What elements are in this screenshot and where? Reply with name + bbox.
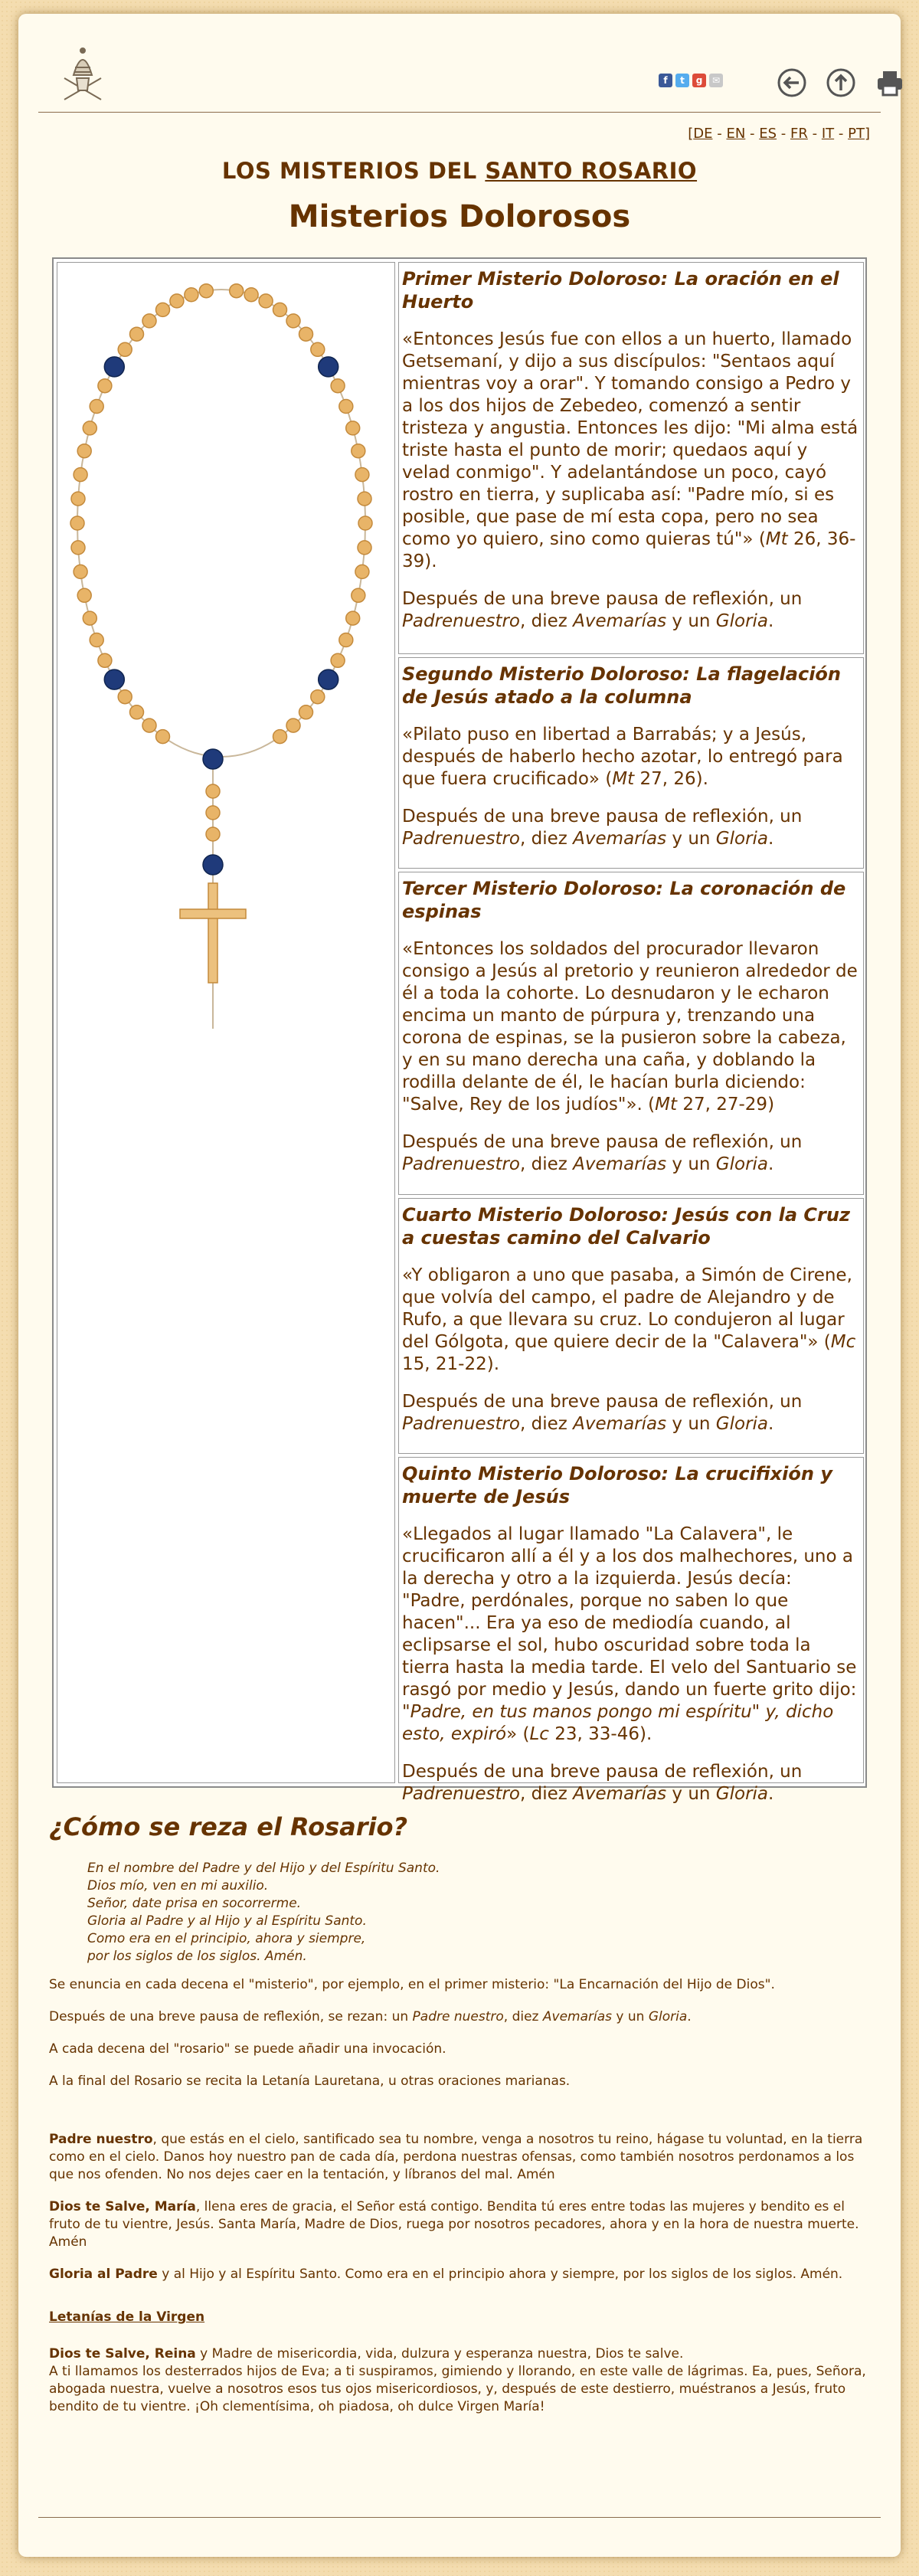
padre-nuestro-prayer: Padre nuestro, que estás en el cielo, santificado sea tu nombre, venga a nosotros tu reino, hágase tu voluntad, en la tierra como en el cielo. Danos hoy nuestro pan de cada día, perdona nuestras ofensas, como también nosotros perdonamos a los que nos ofenden. No nos dejes caer en la tentación, y líbranos del mal. Amén xyxy=(49,2132,863,2182)
lang-en[interactable]: EN xyxy=(726,126,746,142)
rosary-bead xyxy=(98,379,112,393)
lang-fr[interactable]: FR xyxy=(790,126,808,142)
print-icon[interactable] xyxy=(875,67,905,98)
rosary-bead xyxy=(331,379,345,393)
rosary-bead xyxy=(355,565,369,578)
rosary-bead xyxy=(230,284,244,298)
rosary-bead xyxy=(339,400,353,414)
letanias-link-wrap xyxy=(49,2309,868,2326)
rosary-bead xyxy=(156,303,170,316)
rosary-bead xyxy=(206,784,220,798)
rosary-bead xyxy=(98,653,112,667)
rosary-large-bead xyxy=(203,855,223,875)
lang-es[interactable]: ES xyxy=(759,126,777,142)
rosary-bead xyxy=(90,400,103,414)
twitter-icon[interactable]: t xyxy=(675,74,689,87)
rosary-image xyxy=(57,263,394,1029)
rosary-bead xyxy=(130,327,144,341)
rosary-bead xyxy=(311,690,325,704)
ave-maria-prayer: Dios te Salve, María, llena eres de gracia, el Señor está contigo. Bendita tú eres entre todas las mujeres y bendito es el fruto de tu vientre, Jesús. Santa María, Madre de Dios, ruega por nosotros pecadores, ahora y en la hora de nuestra muerte. Amén xyxy=(49,2199,859,2250)
rosary-bead xyxy=(77,444,91,458)
instruction-paragraph: Se enuncia en cada decena el "misterio", por ejemplo, en el primer misterio: "La Encarnación del Hijo de Dios". xyxy=(49,1977,775,1992)
rosary-bead xyxy=(71,541,85,555)
prayer-line: Señor, date prisa en socorrerme. xyxy=(87,1896,302,1911)
rosary-bead xyxy=(156,730,170,744)
mystery-quote: «Llegados al lugar llamado "La Calavera", le crucificaron allí a él y a los dos malhechores, uno a la derecha y otro a la izquierda. Jesús decía: "Padre, perdónales, porque no saben lo que hacen"... Era ya eso de mediodía cuando, al eclipsarse el sol, hubo oscuridad sobre toda la tierra hasta la media tarde. El velo del Santuario se rasgó por medio y Jesús, dando un fuerte grito dijo: "Padre, en tus manos pongo mi espíritu" y, dicho esto, expiró» (Lc 23, 33-46). xyxy=(402,1524,857,1744)
rosary-image-cell xyxy=(57,262,395,1783)
mystery-quote: «Y obligaron a uno que pasaba, a Simón de Cirene, que volvía del campo, el padre de Alejandro y de Rufo, a que llevara su cruz. Lo condujeron al lugar del Gólgota, que quiere decir de la "Calavera"» (Mc 15, 21-22). xyxy=(402,1265,856,1374)
up-icon[interactable] xyxy=(826,67,856,98)
subtitle-prefix: LOS MISTERIOS DEL xyxy=(221,158,486,184)
prayer-line: por los siglos de los siglos. Amén. xyxy=(87,1949,307,1964)
rosary-large-bead xyxy=(203,749,223,769)
lang-pt[interactable]: PT xyxy=(848,126,865,142)
rosary-cross xyxy=(208,883,217,983)
papal-coat-of-arms-logo[interactable] xyxy=(54,44,112,103)
rosary-bead xyxy=(77,588,91,602)
mysteries-table xyxy=(52,257,867,1804)
rosary-large-bead xyxy=(104,669,124,689)
rosary-bead xyxy=(206,827,220,841)
rosary-bead xyxy=(331,653,345,667)
rosary-bead xyxy=(74,565,87,578)
rosary-bead xyxy=(83,421,96,435)
rosary-bead xyxy=(273,303,287,316)
prayer-line: En el nombre del Padre y del Hijo y del Espíritu Santo. xyxy=(87,1861,440,1876)
mystery-4 xyxy=(398,1198,864,1454)
rosary-bead xyxy=(346,421,360,435)
rosary-bead xyxy=(358,541,371,555)
rosary-bead xyxy=(358,492,371,506)
mystery-title: Primer Misterio Doloroso: La oración en el Huerto xyxy=(402,268,839,313)
page-subtitle xyxy=(18,158,901,184)
mystery-1 xyxy=(398,262,864,654)
how-to-pray-heading: ¿Cómo se reza el Rosario? xyxy=(49,1812,408,1841)
instruction-paragraph: A cada decena del "rosario" se puede añadir una invocación. xyxy=(49,2041,446,2057)
email-icon[interactable]: ✉ xyxy=(709,74,723,87)
mystery-2 xyxy=(398,657,864,869)
page-container xyxy=(18,14,901,2557)
instruction-paragraph: A la final del Rosario se recita la Letanía Lauretana, u otras oraciones marianas. xyxy=(49,2074,571,2089)
mystery-after-pause: Después de una breve pausa de reflexión, un Padrenuestro, diez Avemarías y un Gloria. xyxy=(402,1392,803,1434)
navigation-icons xyxy=(777,67,905,98)
lang-it[interactable]: IT xyxy=(821,126,835,142)
rosary-bead xyxy=(299,327,313,341)
rosary-bead xyxy=(352,588,365,602)
mystery-title: Segundo Misterio Doloroso: La flagelación de Jesús atado a la columna xyxy=(402,663,841,708)
salve-prayer: Dios te Salve, Reina y Madre de misericordia, vida, dulzura y esperanza nuestra, Dios te salve. A ti llamamos los desterrados hijos de Eva; a ti suspiramos, gimiendo y llorando, en este valle de lágrimas. Ea, pues, Señora, abogada nuestra, vuelve a nosotros esos tus ojos misericordiosos, y, después de este destierro, muéstranos a Jesús, fruto bendito de tu vientre. ¡Oh clementísima, oh piadosa, oh dulce Virgen María! xyxy=(49,2346,866,2414)
rosary-bead xyxy=(142,718,156,732)
mystery-after-pause: Después de una breve pausa de reflexión, un Padrenuestro, diez Avemarías y un Gloria. xyxy=(402,1762,803,1804)
rosary-cross xyxy=(180,909,246,918)
prayer-line: Gloria al Padre y al Hijo y al Espíritu Santo. xyxy=(87,1913,367,1929)
rosary-bead xyxy=(352,444,365,458)
rosary-bead xyxy=(311,342,325,356)
santo-rosario-link[interactable]: SANTO ROSARIO xyxy=(485,158,698,184)
prayer-line: Como era en el principio, ahora y siempre, xyxy=(87,1931,366,1946)
rosary-bead xyxy=(346,611,360,625)
rosary-bead xyxy=(70,516,84,530)
footer-divider xyxy=(38,2517,881,2518)
rosary-bead xyxy=(273,730,287,744)
rosary-bead xyxy=(299,705,313,719)
mystery-title: Tercer Misterio Doloroso: La coronación de espinas xyxy=(402,878,846,922)
mystery-after-pause: Después de una breve pausa de reflexión, un Padrenuestro, diez Avemarías y un Gloria. xyxy=(402,589,803,631)
rosary-large-bead xyxy=(104,357,124,377)
rosary-large-bead xyxy=(319,669,338,689)
page-title: Misterios Dolorosos xyxy=(288,199,631,234)
rosary-bead xyxy=(170,294,184,308)
rosary-bead xyxy=(206,806,220,820)
rosary-bead xyxy=(339,633,353,647)
language-selector: [DE - EN - ES - FR - IT - PT] xyxy=(688,126,870,142)
opening-prayer xyxy=(87,1860,440,1966)
gloria-prayer: Gloria al Padre y al Hijo y al Espíritu Santo. Como era en el principio ahora y siempre, por los siglos de los siglos. Amén. xyxy=(49,2267,843,2282)
rosary-bead xyxy=(199,284,213,298)
rosary-bead xyxy=(244,288,258,302)
rosary-bead xyxy=(83,611,96,625)
mystery-quote: «Entonces Jesús fue con ellos a un huerto, llamado Getsemaní, y dijo a sus discípulos: "Sentaos aquí mientras voy a orar". Y tomando consigo a Pedro y a los dos hijos de Zebedeo, comenzó a sentir tristeza y angustia. Entonces les dijo: "Mi alma está triste hasta el punto de morir; quedaos aquí y velad conmigo". Y adelantándose un poco, cayó rostro en tierra, y suplicaba así: "Padre mío, si es posible, que pase de mí esta copa, pero no sea como yo quiero, sino como quieras tú"» (Mt 26, 36-39). xyxy=(402,329,858,571)
rosary-bead xyxy=(185,288,198,302)
rosary-bead xyxy=(286,718,300,732)
mystery-title: Quinto Misterio Doloroso: La crucifixión y muerte de Jesús xyxy=(402,1463,832,1507)
rosary-bead xyxy=(355,468,369,482)
back-icon[interactable] xyxy=(777,67,807,98)
prayer-line: Dios mío, ven en mi auxilio. xyxy=(87,1878,269,1894)
rosary-bead xyxy=(90,633,103,647)
rosary-bead xyxy=(259,294,273,308)
rosary-bead xyxy=(74,468,87,482)
rosary-bead xyxy=(286,314,300,328)
lang-de[interactable]: DE xyxy=(693,126,713,142)
letanias-link[interactable]: Letanías de la Virgen xyxy=(49,2309,205,2325)
mystery-3 xyxy=(398,872,864,1195)
rosary-bead xyxy=(71,492,85,506)
facebook-icon[interactable]: f xyxy=(659,74,672,87)
google-plus-icon[interactable]: g xyxy=(692,74,706,87)
rosary-bead xyxy=(118,690,132,704)
mystery-after-pause: Después de una breve pausa de reflexión, un Padrenuestro, diez Avemarías y un Gloria. xyxy=(402,1132,803,1174)
mystery-after-pause: Después de una breve pausa de reflexión, un Padrenuestro, diez Avemarías y un Gloria. xyxy=(402,807,803,849)
rosary-large-bead xyxy=(319,357,338,377)
header-bar xyxy=(38,28,881,113)
mystery-quote: «Pilato puso en libertad a Barrabás; y a Jesús, después de haberlo hecho azotar, lo entregó para que fuera crucificado» (Mt 27, 26). xyxy=(402,725,843,789)
rosary-bead xyxy=(118,342,132,356)
mystery-5 xyxy=(398,1457,864,1804)
mystery-title: Cuarto Misterio Doloroso: Jesús con la Cruz a cuestas camino del Calvario xyxy=(402,1204,850,1249)
rosary-bead xyxy=(142,314,156,328)
mystery-quote: «Entonces los soldados del procurador llevaron consigo a Jesús al pretorio y reunieron alrededor de él a toda la cohorte. Lo desnudaron y le echaron encima un manto de púrpura y, trenzando una corona de espinas, se la pusieron sobre la cabeza, y en su mano derecha una caña, y doblando la rodilla delante de él, le hacían burla diciendo: "Salve, Rey de los judíos"». (Mt 27, 27-29) xyxy=(402,939,858,1115)
instruction-paragraph: Después de una breve pausa de reflexión, se rezan: un Padre nuestro, diez Avemarías y un Gloria. xyxy=(49,2009,692,2024)
rosary-bead xyxy=(130,705,144,719)
share-icons xyxy=(659,74,723,87)
rosary-bead xyxy=(358,516,372,530)
